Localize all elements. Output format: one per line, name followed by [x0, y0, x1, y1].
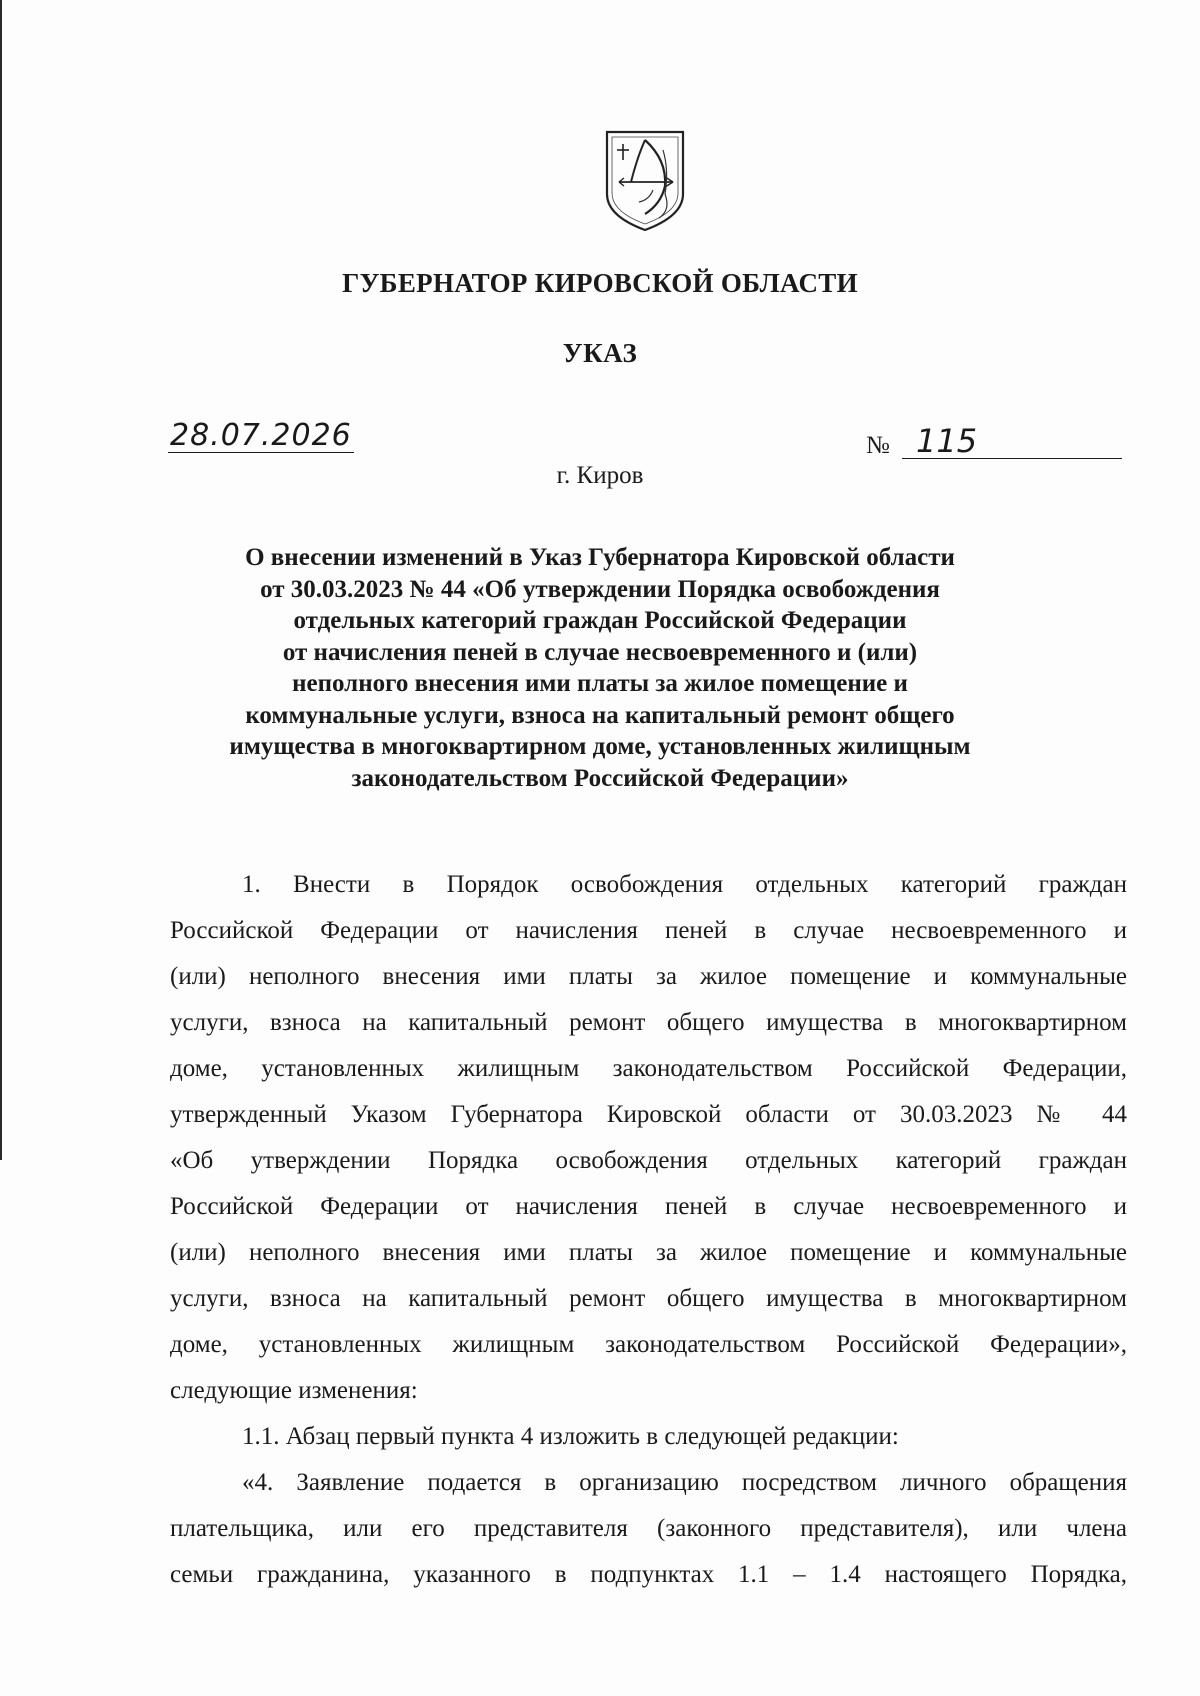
- subject-line: от начисления пеней в случае несвоевременного и (или): [282, 638, 918, 666]
- body-line: «Об утверждении Порядка освобождения отдельных категорий граждан: [170, 1147, 1127, 1174]
- body-line: 1. Внести в Порядок освобождения отдельных категорий граждан: [242, 871, 1127, 898]
- body-line: Российской Федерации от начисления пеней в случае несвоевременного и: [170, 1193, 1127, 1220]
- handwritten-date: 28.07.2026: [170, 418, 352, 453]
- body-line: 1.1. Абзац первый пункта 4 изложить в следующей редакции:: [242, 1423, 899, 1450]
- body-line: следующие изменения:: [170, 1377, 418, 1404]
- body-line: доме, установленных жилищным законодательством Российской Федерации,: [170, 1055, 1127, 1082]
- org-title: ГУБЕРНАТОР КИРОВСКОЙ ОБЛАСТИ: [342, 268, 858, 298]
- subject-line: отдельных категорий граждан Российской Федерации: [293, 607, 907, 634]
- body-line: семьи гражданина, указанного в подпунктах 1.1 – 1.4 настоящего Порядка,: [170, 1561, 1127, 1588]
- body-line: услуги, взноса на капитальный ремонт общего имущества в многоквартирном: [170, 1009, 1127, 1036]
- body-line: (или) неполного внесения ими платы за жилое помещение и коммунальные: [170, 963, 1127, 990]
- subject-line: законодательством Российской Федерации»: [351, 764, 849, 792]
- handwritten-number: 115: [916, 422, 978, 460]
- kirov-coat-of-arms-icon: [603, 130, 687, 234]
- body-line: (или) неполного внесения ими платы за жилое помещение и коммунальные: [170, 1239, 1127, 1266]
- number-sign: №: [866, 432, 890, 459]
- body-line: «4. Заявление подается в организацию посредством личного обращения: [242, 1469, 1127, 1496]
- city-label: г. Киров: [556, 462, 644, 489]
- body-line: Российской Федерации от начисления пеней в случае несвоевременного и: [170, 917, 1127, 944]
- body-line: плательщика, или его представителя (законного представителя), или члена: [170, 1515, 1127, 1542]
- subject-line: от 30.03.2023 № 44 «Об утверждении Порядка освобождения: [260, 575, 940, 603]
- doc-type-title: УКАЗ: [562, 338, 638, 368]
- body-line: доме, установленных жилищным законодательством Российской Федерации»,: [170, 1331, 1127, 1358]
- document-body: [170, 862, 1127, 1598]
- doc-subject: [200, 542, 1000, 794]
- body-line: услуги, взноса на капитальный ремонт общего имущества в многоквартирном: [170, 1285, 1127, 1312]
- subject-line: имущества в многоквартирном доме, установленных жилищным: [229, 733, 971, 760]
- subject-line: О внесении изменений в Указ Губернатора Кировской области: [245, 544, 955, 571]
- subject-line: коммунальные услуги, взноса на капитальный ремонт общего: [245, 701, 955, 729]
- scan-edge-line: [0, 0, 2, 1160]
- subject-line: неполного внесения ими платы за жилое помещение и: [292, 670, 908, 697]
- doc-number-field: [866, 424, 1124, 460]
- body-line: утвержденный Указом Губернатора Кировской области от 30.03.2023 № 44: [170, 1101, 1127, 1128]
